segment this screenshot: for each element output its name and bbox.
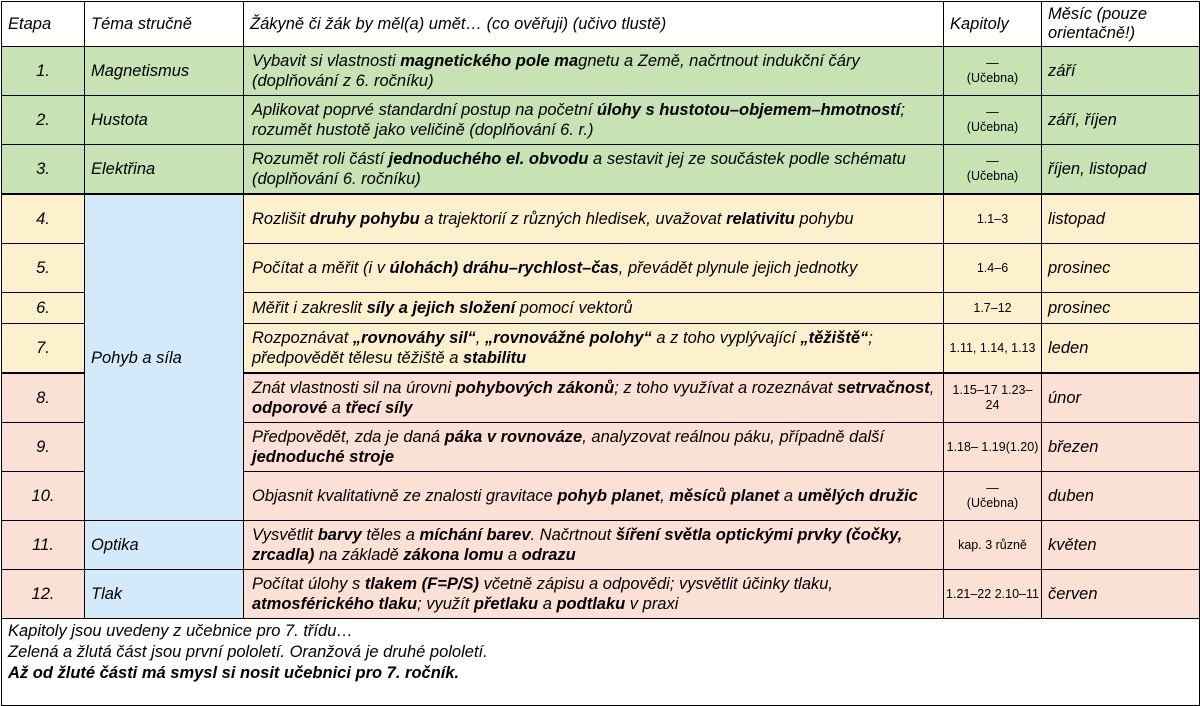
kapitoly-cell: 1.7–12 [944, 293, 1042, 324]
etapa-cell: 2. [2, 96, 85, 145]
kapitoly-cell: 1.18– 1.19(1.20) [944, 423, 1042, 472]
emphasis-text: pohybových zákonů [455, 379, 615, 397]
emphasis-text: odrazu [521, 546, 576, 564]
etapa-cell: 7. [2, 324, 85, 374]
mesic-cell: leden [1042, 324, 1200, 374]
description-cell: Aplikovat poprvé standardní postup na početní úlohy s hustotou–objemem–hmotností; rozumět hustotě jako veličině (doplňování 6. r.) [244, 96, 944, 145]
description-cell: Rozlišit druhy pohybu a trajektorií z různých hledisek, uvažovat relativitu pohybu [244, 194, 944, 244]
kapitoly-value: (Učebna) [966, 496, 1019, 510]
emphasis-text: magnetického pole ma [400, 52, 579, 70]
footer-note-1: Kapitoly jsou uvedeny z učebnice pro 7. třídu… [8, 622, 353, 640]
tema-cell: Hustota [85, 96, 244, 145]
emphasis-text: „rovnovážné polohy“ [484, 329, 652, 347]
kapitoly-cell: kap. 3 různě [944, 521, 1042, 570]
kapitoly-cell: 1.1–3 [944, 194, 1042, 244]
emphasis-text: „rovnováhy sil“ [352, 329, 476, 347]
table-row [2, 96, 1200, 145]
etapa-cell: 4. [2, 194, 85, 244]
curriculum-table [1, 1, 1200, 706]
emphasis-text: síly a jejich složení [366, 299, 516, 317]
emphasis-text: stabilitu [462, 349, 527, 367]
mesic-cell: září, říjen [1042, 96, 1200, 145]
header-zakyne: Žákyně či žák by měl(a) umět… (co ověřuji) (učivo tlustě) [244, 2, 944, 47]
mesic-cell: září [1042, 47, 1200, 96]
header-mesic: Měsíc (pouze orientačně!) [1042, 2, 1200, 47]
emphasis-text: tlakem (F=P/S) [364, 575, 479, 593]
kapitoly-cell: 1.11, 1.14, 1.13 [944, 324, 1042, 374]
emphasis-text: pohyb planet [557, 487, 661, 505]
emphasis-text: měsíců planet [669, 487, 780, 505]
curriculum-sheet [1, 1, 1199, 696]
etapa-cell: 9. [2, 423, 85, 472]
mesic-cell: červen [1042, 570, 1200, 619]
etapa-cell: 6. [2, 293, 85, 324]
emphasis-text: třecí síly [345, 399, 413, 417]
kapitoly-cell: 1.4–6 [944, 244, 1042, 293]
footer-row [2, 619, 1200, 706]
kapitoly-cell [944, 145, 1042, 195]
tema-cell: Magnetismus [85, 47, 244, 96]
mesic-cell: březen [1042, 423, 1200, 472]
kapitoly-cell: 1.21–22 2.10–11 [944, 570, 1042, 619]
tema-cell-pohyb-a-sila: Pohyb a síla [85, 194, 244, 521]
emphasis-text: přetlaku [473, 595, 539, 613]
etapa-cell: 11. [2, 521, 85, 570]
etapa-cell: 5. [2, 244, 85, 293]
etapa-cell: 12. [2, 570, 85, 619]
description-cell: Vybavit si vlastnosti magnetického pole magnetu a Země, načrtnout indukční čáry (doplňování z 6. ročníku) [244, 47, 944, 96]
description-cell: Znát vlastnosti sil na úrovni pohybových zákonů; z toho využívat a rozeznávat setrvačnost, odporové a třecí síly [244, 373, 944, 423]
mesic-cell: únor [1042, 373, 1200, 423]
mesic-cell: duben [1042, 472, 1200, 521]
emphasis-text: šíření světla optickými prvky (čočky, zrcadla) [252, 526, 903, 564]
footer-note-3: Až od žluté části má smysl si nosit učebnici pro 7. ročník. [8, 664, 460, 682]
kapitoly-dash: — [986, 481, 999, 495]
kapitoly-cell: 1.15–17 1.23–24 [944, 373, 1042, 423]
kapitoly-value: (Učebna) [966, 120, 1019, 134]
emphasis-text: podtlaku [556, 595, 626, 613]
emphasis-text: úlohy s hustotou–objemem–hmotností [596, 101, 901, 119]
etapa-cell: 10. [2, 472, 85, 521]
emphasis-text: míchání barev [419, 526, 531, 544]
footer-notes [2, 619, 1200, 706]
emphasis-text: úlohách) dráhu–rychlost–čas [389, 259, 619, 277]
emphasis-text: jednoduchého el. obvodu [388, 150, 589, 168]
emphasis-text: druhy pohybu [309, 210, 420, 228]
etapa-cell: 8. [2, 373, 85, 423]
description-cell: Počítat a měřit (i v úlohách) dráhu–rychlost–čas, převádět plynule jejich jednotky [244, 244, 944, 293]
emphasis-text: „těžiště“ [800, 329, 869, 347]
header-etapa: Etapa [2, 2, 85, 47]
mesic-cell: prosinec [1042, 293, 1200, 324]
kapitoly-dash: — [986, 154, 999, 168]
tema-cell: Tlak [85, 570, 244, 619]
table-row [2, 47, 1200, 96]
tema-cell: Elektřina [85, 145, 244, 195]
description-cell: Vysvětlit barvy těles a míchání barev. Načrtnout šíření světla optickými prvky (čočky, zrcadla) na základě zákona lomu a odrazu [244, 521, 944, 570]
emphasis-text: zákona lomu [403, 546, 504, 564]
table-row [2, 145, 1200, 195]
emphasis-text: relativitu [726, 210, 795, 228]
mesic-cell: květen [1042, 521, 1200, 570]
kapitoly-value: (Učebna) [966, 169, 1019, 183]
emphasis-text: barvy [317, 526, 362, 544]
kapitoly-cell [944, 47, 1042, 96]
mesic-cell: říjen, listopad [1042, 145, 1200, 195]
description-cell: Počítat úlohy s tlakem (F=P/S) včetně zápisu a odpovědi; vysvětlit účinky tlaku, atmosférického tlaku; využít přetlaku a podtlaku v praxi [244, 570, 944, 619]
etapa-cell: 3. [2, 145, 85, 195]
description-cell: Objasnit kvalitativně ze znalosti gravitace pohyb planet, měsíců planet a umělých družic [244, 472, 944, 521]
table-row [2, 570, 1200, 619]
description-cell: Předpovědět, zda je daná páka v rovnováze, analyzovat reálnou páku, případně další jednoduché stroje [244, 423, 944, 472]
description-cell: Měřit i zakreslit síly a jejich složení pomocí vektorů [244, 293, 944, 324]
header-tema: Téma stručně [85, 2, 244, 47]
description-cell: Rozpoznávat „rovnováhy sil“, „rovnovážné polohy“ a z toho vyplývající „těžiště“; předpovědět tělesu těžiště a stabilitu [244, 324, 944, 374]
header-row [2, 2, 1200, 47]
header-kapitoly: Kapitoly [944, 2, 1042, 47]
kapitoly-value: (Učebna) [966, 71, 1019, 85]
etapa-cell: 1. [2, 47, 85, 96]
emphasis-text: páka v rovnováze [444, 428, 583, 446]
mesic-cell: listopad [1042, 194, 1200, 244]
kapitoly-dash: — [986, 105, 999, 119]
footer-note-2: Zelená a žlutá část jsou první pololetí. Oranžová je druhé pololetí. [8, 643, 488, 661]
kapitoly-dash: — [986, 56, 999, 70]
description-cell: Rozumět roli částí jednoduchého el. obvodu a sestavit jej ze součástek podle schématu (doplňování 6. ročníku) [244, 145, 944, 195]
kapitoly-cell [944, 96, 1042, 145]
emphasis-text: setrvačnost [837, 379, 930, 397]
emphasis-text: odporové [252, 399, 328, 417]
emphasis-text: umělých družic [797, 487, 918, 505]
table-row [2, 194, 1200, 244]
mesic-cell: prosinec [1042, 244, 1200, 293]
kapitoly-cell [944, 472, 1042, 521]
tema-cell: Optika [85, 521, 244, 570]
emphasis-text: atmosférického tlaku [252, 595, 418, 613]
table-row [2, 521, 1200, 570]
emphasis-text: jednoduché stroje [252, 448, 395, 466]
